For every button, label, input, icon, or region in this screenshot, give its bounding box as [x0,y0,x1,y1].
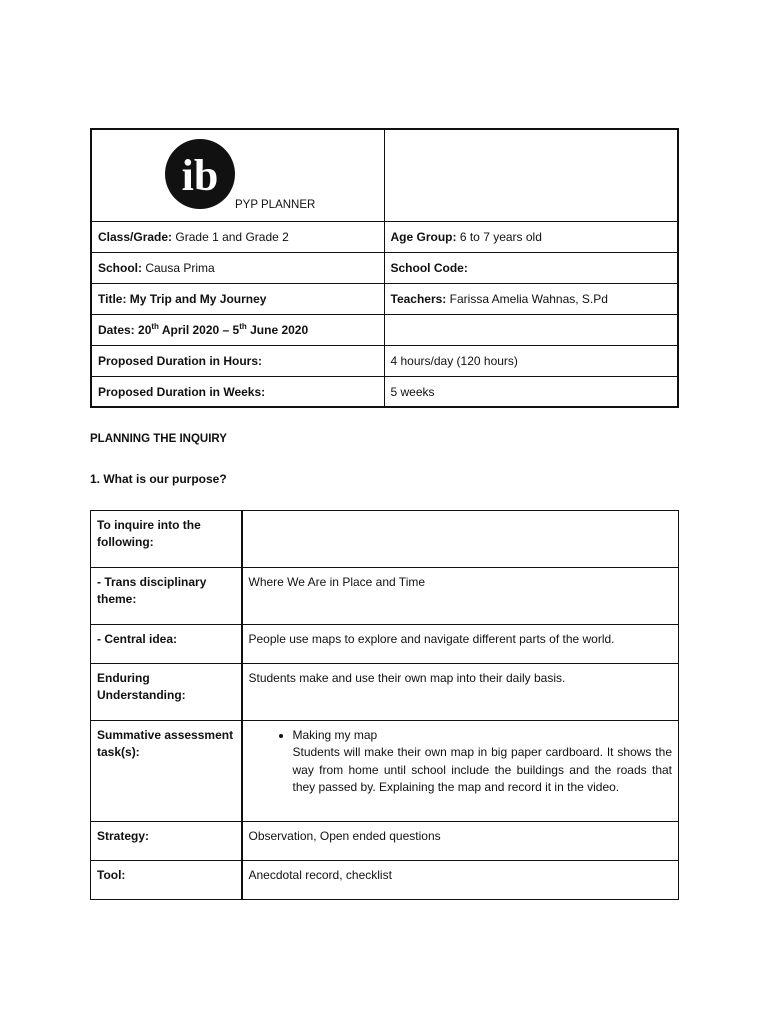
summative-list [249,727,673,797]
theme-value: Where We Are in Place and Time [242,568,679,625]
central-idea-value: People use maps to explore and navigate different parts of the world. [242,625,679,664]
duration-hours-value: 4 hours/day (120 hours) [384,345,678,376]
purpose-table [90,510,679,900]
summative-label: Summative assessment task(s): [91,721,242,822]
dates-blank-cell [384,314,678,345]
tool-label: Tool: [91,861,242,900]
summative-desc: Students will make their own map in big paper cardboard. It shows the way from home until school include the buildings and the roads that they passed by. Explaining the map and record it in the video. [292,745,672,795]
summative-item: • Making my map Students will make their own map in big paper cardboard. It shows the way from home until school include the buildings and the roads that they passed by. Explaining the map and record it in the video. [293,727,673,797]
section-title: PLANNING THE INQUIRY [90,433,227,445]
class-grade-cell: Class/Grade: Grade 1 and Grade 2 [91,221,384,252]
summative-value [242,721,679,822]
central-idea-label: - Central idea: [91,625,242,664]
teachers-cell: Teachers: Farissa Amelia Wahnas, S.Pd [384,283,678,314]
header-table [90,128,679,408]
inquire-value [242,511,679,568]
tool-value: Anecdotal record, checklist [242,861,679,900]
planner-label: PYP PLANNER [235,199,316,211]
theme-label: - Trans disciplinary theme: [91,568,242,625]
title-cell: Title: My Trip and My Journey [91,283,384,314]
ib-logo-text: ib [181,151,219,200]
school-cell: School: Causa Prima [91,252,384,283]
age-group-cell: Age Group: 6 to 7 years old [384,221,678,252]
duration-hours-label: Proposed Duration in Hours: [91,345,384,376]
enduring-value: Students make and use their own map into their daily basis. [242,664,679,721]
duration-weeks-label: Proposed Duration in Weeks: [91,376,384,407]
strategy-value: Observation, Open ended questions [242,822,679,861]
strategy-label: Strategy: [91,822,242,861]
question-title: 1. What is our purpose? [90,472,227,486]
duration-weeks-value: 5 weeks [384,376,678,407]
logo-cell [91,129,384,221]
ib-logo [164,138,236,210]
enduring-label: Enduring Understanding: [91,664,242,721]
dates-cell: Dates: 20th April 2020 – 5th June 2020 [91,314,384,345]
blank-header-cell [384,129,678,221]
inquire-label: To inquire into the following: [91,511,242,568]
school-code-cell: School Code: [384,252,678,283]
